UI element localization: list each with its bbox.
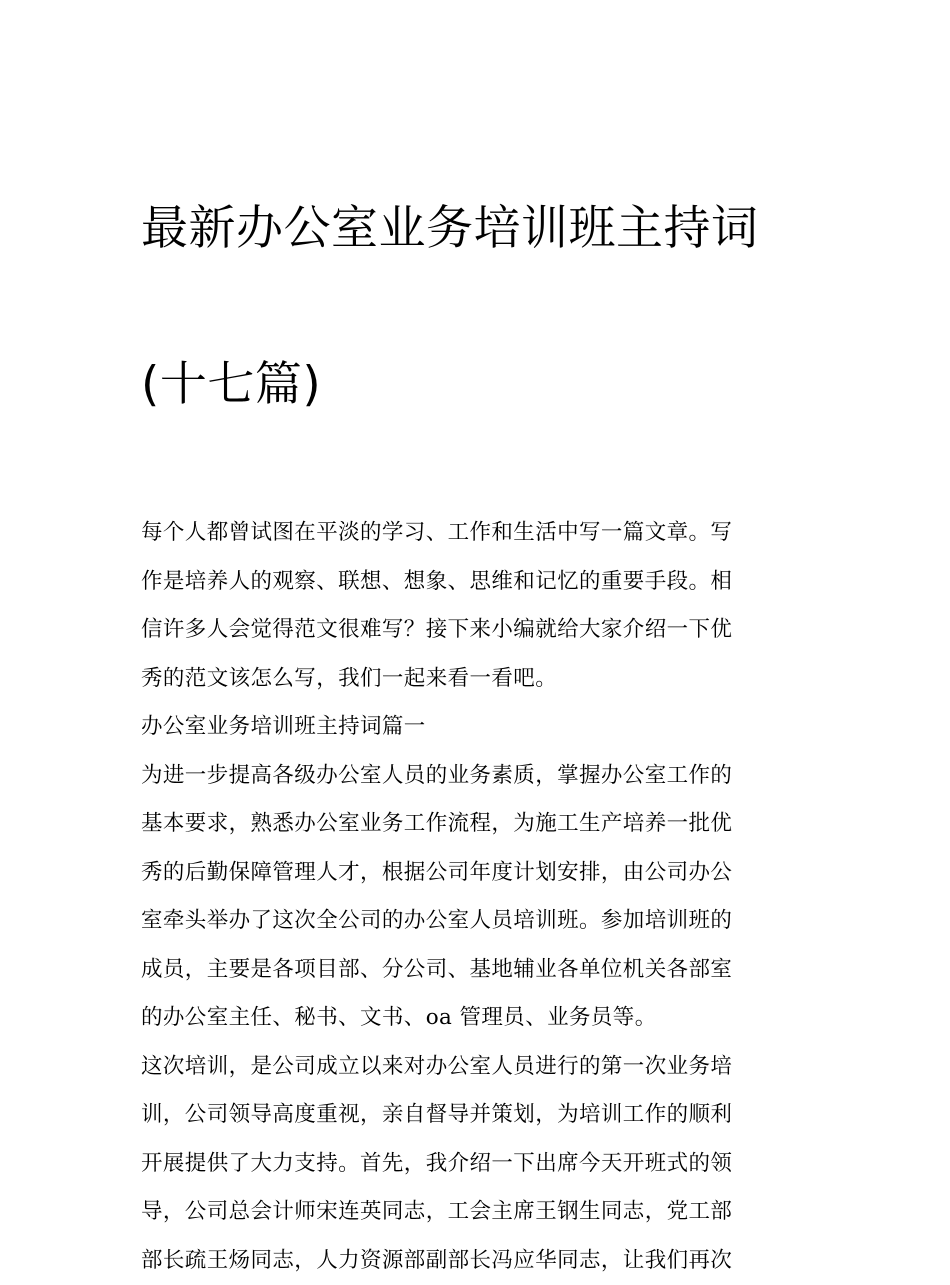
section-heading xyxy=(141,703,811,752)
text-line: 基本要求，熟悉办公室业务工作流程，为施工生产培养一批优 xyxy=(141,800,811,849)
text-line: 秀的范文该怎么写，我们一起来看一看吧。 xyxy=(141,655,811,704)
text-line: 作是培养人的观察、联想、想象、思维和记忆的重要手段。相 xyxy=(141,558,811,607)
text-line: 部长疏王炀同志，人力资源部副部长冯应华同志，让我们再次 xyxy=(141,1237,811,1285)
text-line: 信许多人会觉得范文很难写？接下来小编就给大家介绍一下优 xyxy=(141,606,811,655)
text-line: 训，公司领导高度重视，亲自督导并策划，为培训工作的顺利 xyxy=(141,1091,811,1140)
title-line: 最新办公室业务培训班主持词 xyxy=(141,190,811,268)
document-title xyxy=(141,112,811,502)
text-line: 成员，主要是各项目部、分公司、基地辅业各单位机关各部室 xyxy=(141,946,811,995)
body-paragraph xyxy=(141,1043,811,1285)
text-line: 的办公室主任、秘书、文书、oa 管理员、业务员等。 xyxy=(141,994,811,1043)
text-line: 导，公司总会计师宋连英同志，工会主席王钢生同志，党工部 xyxy=(141,1188,811,1237)
text-line: 秀的后勤保障管理人才，根据公司年度计划安排，由公司办公 xyxy=(141,849,811,898)
body-paragraph xyxy=(141,752,811,1043)
intro-paragraph xyxy=(141,509,811,703)
text-line: 开展提供了大力支持。首先，我介绍一下出席今天开班式的领 xyxy=(141,1140,811,1189)
document-body xyxy=(141,112,811,1285)
text-line: 为进一步提高各级办公室人员的业务素质，掌握办公室工作的 xyxy=(141,752,811,801)
text-line: 这次培训，是公司成立以来对办公室人员进行的第一次业务培 xyxy=(141,1043,811,1092)
text-line: 室牵头举办了这次全公司的办公室人员培训班。参加培训班的 xyxy=(141,897,811,946)
title-line: (十七篇) xyxy=(141,346,811,424)
text-line: 每个人都曾试图在平淡的学习、工作和生活中写一篇文章。写 xyxy=(141,509,811,558)
text-line: 办公室业务培训班主持词篇一 xyxy=(141,703,811,752)
